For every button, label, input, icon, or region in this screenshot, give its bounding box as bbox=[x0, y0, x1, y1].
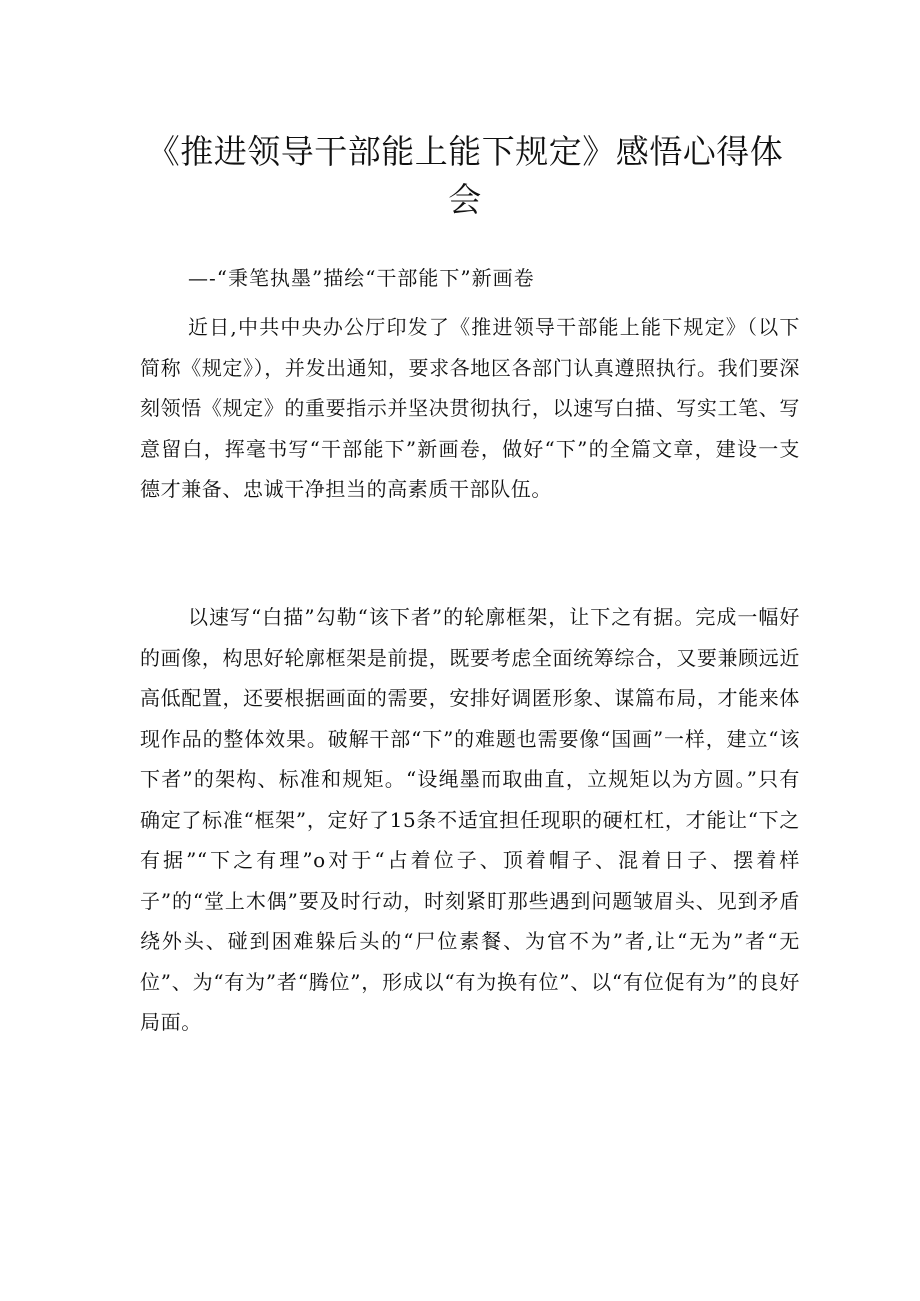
document-title: 《推进领导干部能上能下规定》感悟心得体会 bbox=[146, 132, 784, 219]
document-subtitle: —-“秉笔执墨”描绘“干部能下”新画卷 bbox=[188, 266, 535, 290]
paragraph-intro: 近日,中共中央办公厅印发了《推进领导干部能上能下规定》（以下简称《规定》），并发出通知，要求各地区各部门认真遵照执行。我们要深刻领悟《规定》的重要指示并坚决贯彻执行，以速写白描、写实工笔、写意留白，挥毫书写“干部能下”新画卷，做好“下”的全篇文章，建设一支德才兼备、忠诚干净担当的高素质干部队伍。 bbox=[140, 315, 800, 501]
paragraph-sketch: 以速写“白描”勾勒“该下者”的轮廓框架，让下之有据。完成一幅好的画像，构思好轮廓框架是前提，既要考虑全面统筹综合，又要兼顾远近高低配置，还要根据画面的需要，安排好调匿形象、谋篇布局，才能来体现作品的整体效果。破解干部“下”的难题也需要像“国画”一样，建立“该下者”的架构、标准和规矩。“设绳墨而取曲直，立规矩以为方圆。”只有确定了标准“框架”，定好了15条不适宜担任现职的硬杠杠，才能让“下之有据”“下之有理”o对于“占着位子、顶着帽子、混着日子、摆着样子”的“堂上木偶”要及时行动，时刻紧盯那些遇到问题皱眉头、见到矛盾绕外头、碰到困难躲后头的“尸位素餐、为官不为”者,让“无为”者“无位”、为“有为”者“腾位”，形成以“有为换有位”、以“有位促有为”的良好局面。 bbox=[140, 605, 800, 1034]
